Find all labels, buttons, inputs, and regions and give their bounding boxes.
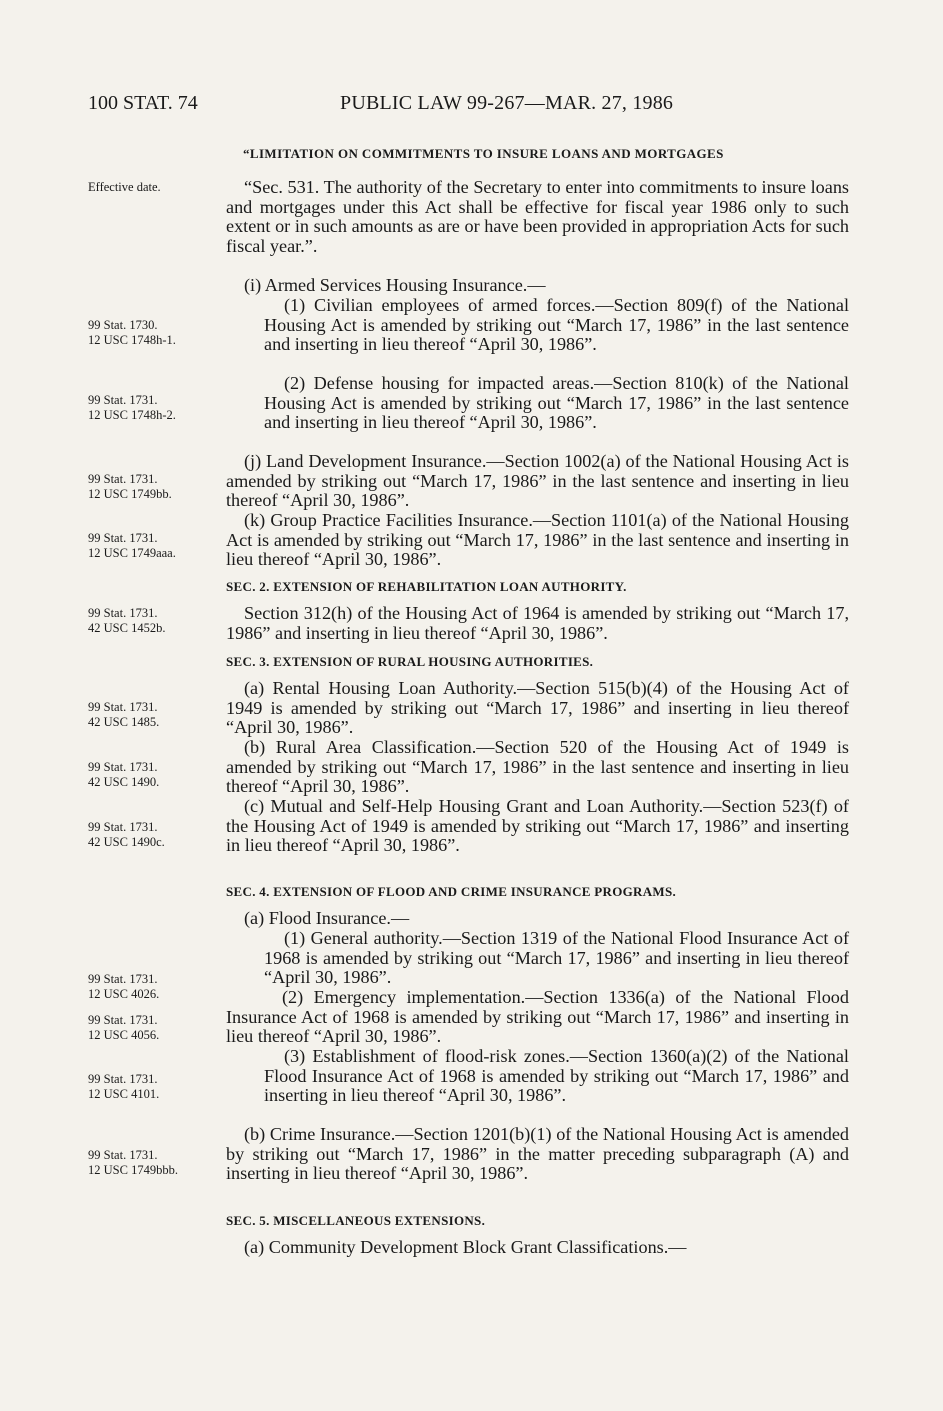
section-531-text: “Sec. 531. The authority of the Secretary to enter into commitments to insure loans and mortgages under this Act shall be effective for fiscal year 1986 only to such extent or in such amounts as are or have been provided in appropriation Acts for such fiscal year.”. [226,177,849,256]
margin-note-usc: 42 USC 1452b. [88,621,166,635]
margin-note-stat: 99 Stat. 1731. [88,1072,158,1086]
margin-note-stat: 99 Stat. 1731. [88,760,158,774]
margin-note-stat: 99 Stat. 1731. [88,472,158,486]
limitation-heading: “LIMITATION ON COMMITMENTS TO INSURE LOANS AND MORTGAGES [243,146,724,161]
margin-note-usc: 12 USC 1749bbb. [88,1163,178,1177]
margin-note-usc: 42 USC 1485. [88,715,160,729]
section-4-a-3: (3) Establishment of flood-risk zones.—Section 1360(a)(2) of the National Flood Insurance Act of 1968 is amended by striking out “March 17, 1986” and inserting in lieu thereof “April 30, 1986”. [264,1046,849,1106]
margin-note-stat: 99 Stat. 1731. [88,820,158,834]
margin-note-stat: 99 Stat. 1731. [88,393,158,407]
section-3-heading: SEC. 3. EXTENSION OF RURAL HOUSING AUTHORITIES. [226,654,594,669]
margin-note-usc: 12 USC 4056. [88,1028,160,1042]
margin-note-usc: 12 USC 1749aaa. [88,546,176,560]
margin-note-usc: 12 USC 4101. [88,1087,160,1101]
margin-note-usc: 12 USC 4026. [88,987,160,1001]
margin-note-usc: 42 USC 1490. [88,775,160,789]
margin-note-stat: 99 Stat. 1731. [88,972,158,986]
section-4-b: (b) Crime Insurance.—Section 1201(b)(1) of the National Housing Act is amended by striking out “March 17, 1986” in the matter preceding subparagraph (A) and inserting in lieu thereof “April 30, 1986”. [226,1124,849,1184]
subsection-k: (k) Group Practice Facilities Insurance.—Section 1101(a) of the National Housing Act is amended by striking out “March 17, 1986” in the last sentence and inserting in lieu thereof “April 30, 1986”. [226,510,849,570]
margin-note-stat: 99 Stat. 1730. [88,318,158,332]
section-5-heading: SEC. 5. MISCELLANEOUS EXTENSIONS. [226,1213,486,1228]
paragraph-i-2: (2) Defense housing for impacted areas.—Section 810(k) of the National Housing Act is amended by striking out “March 17, 1986” in the last sentence and inserting in lieu thereof “April 30, 1986”. [264,373,849,433]
section-4-a-heading: (a) Flood Insurance.— [244,908,410,928]
margin-note-stat: 99 Stat. 1731. [88,1013,158,1027]
section-3-b: (b) Rural Area Classification.—Section 520 of the Housing Act of 1949 is amended by striking out “March 17, 1986” in the last sentence and inserting in lieu thereof “April 30, 1986”. [226,737,849,797]
margin-note-stat: 99 Stat. 1731. [88,700,158,714]
section-4-a-2: (2) Emergency implementation.—Section 1336(a) of the National Flood Insurance Act of 1968 is amended by striking out “March 17, 1986” and inserting in lieu thereof “April 30, 1986”. [226,987,849,1047]
margin-note-stat: 99 Stat. 1731. [88,531,158,545]
margin-note-effective-date: Effective date. [88,180,161,194]
page-number: 100 STAT. 74 [88,92,198,114]
section-3-c: (c) Mutual and Self-Help Housing Grant and Loan Authority.—Section 523(f) of the Housing Act of 1949 is amended by striking out “March 17, 1986” and inserting in lieu thereof “April 30, 1986”. [226,796,849,856]
margin-note-usc: 12 USC 1749bb. [88,487,172,501]
page-header [88,92,848,122]
section-5-a: (a) Community Development Block Grant Classifications.— [244,1237,687,1257]
paragraph-i-1: (1) Civilian employees of armed forces.—Section 809(f) of the National Housing Act is amended by striking out “March 17, 1986” in the last sentence and inserting in lieu thereof “April 30, 1986”. [264,295,849,355]
section-4-heading: SEC. 4. EXTENSION OF FLOOD AND CRIME INSURANCE PROGRAMS. [226,884,677,899]
law-title: PUBLIC LAW 99-267—MAR. 27, 1986 [340,92,674,114]
section-3-a: (a) Rental Housing Loan Authority.—Section 515(b)(4) of the Housing Act of 1949 is amended by striking out “March 17, 1986” and inserting in lieu thereof “April 30, 1986”. [226,678,849,738]
margin-note-stat: 99 Stat. 1731. [88,606,158,620]
margin-note-usc: 12 USC 1748h-1. [88,333,176,347]
section-2-heading: SEC. 2. EXTENSION OF REHABILITATION LOAN AUTHORITY. [226,579,627,594]
section-4-a-1: (1) General authority.—Section 1319 of the National Flood Insurance Act of 1968 is amended by striking out “March 17, 1986” and inserting in lieu thereof “April 30, 1986”. [264,928,849,988]
margin-note-stat: 99 Stat. 1731. [88,1148,158,1162]
section-2-text: Section 312(h) of the Housing Act of 1964 is amended by striking out “March 17, 1986” and inserting in lieu thereof “April 30, 1986”. [226,603,849,643]
subsection-j: (j) Land Development Insurance.—Section 1002(a) of the National Housing Act is amended by striking out “March 17, 1986” in the last sentence and inserting in lieu thereof “April 30, 1986”. [226,451,849,511]
subsection-i-heading: (i) Armed Services Housing Insurance.— [244,275,546,295]
margin-note-usc: 12 USC 1748h-2. [88,408,176,422]
margin-note-usc: 42 USC 1490c. [88,835,165,849]
